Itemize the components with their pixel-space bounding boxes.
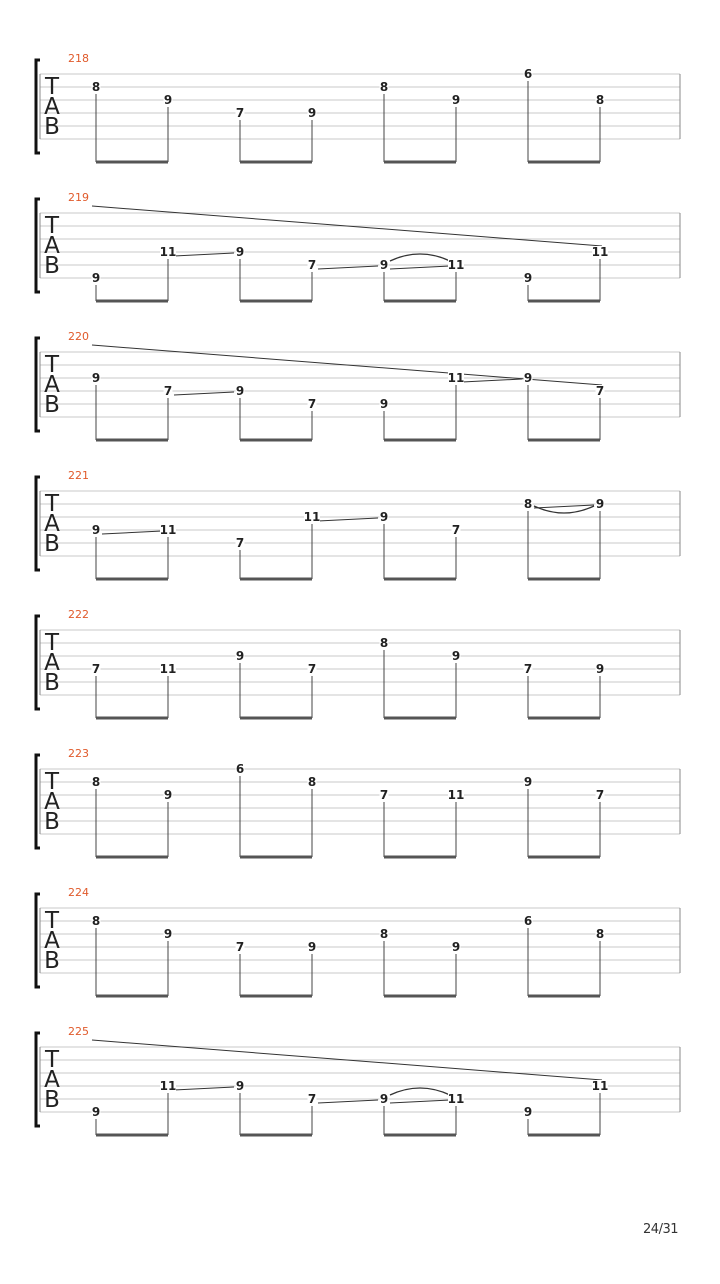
tab-clef-letter: B <box>44 114 60 140</box>
measure-number: 220 <box>68 330 89 343</box>
slide-line <box>318 1100 378 1103</box>
fret-number: 9 <box>379 510 389 524</box>
system-bracket <box>36 894 40 987</box>
fret-number: 8 <box>379 636 389 650</box>
fret-number: 8 <box>595 927 605 941</box>
fret-number: 9 <box>91 271 101 285</box>
fret-number: 9 <box>451 93 461 107</box>
measure-number: 224 <box>68 886 89 899</box>
fret-number: 7 <box>595 384 605 398</box>
fret-number: 9 <box>595 662 605 676</box>
fret-number: 9 <box>523 371 533 385</box>
fret-number: 7 <box>523 662 533 676</box>
fret-number: 9 <box>91 523 101 537</box>
measure-number: 219 <box>68 191 89 204</box>
fret-number: 9 <box>307 106 317 120</box>
system-bracket <box>36 616 40 709</box>
tab-clef-letter: B <box>44 253 60 279</box>
fret-number: 6 <box>523 67 533 81</box>
fret-number: 7 <box>595 788 605 802</box>
fret-number: 8 <box>91 80 101 94</box>
fret-number: 11 <box>447 788 465 802</box>
slide-line <box>174 392 234 395</box>
page-number: 24/31 <box>643 1222 678 1237</box>
tab-clef-letter: A <box>44 650 60 676</box>
slide-line <box>318 266 378 269</box>
tab-clef-letter: A <box>44 372 60 398</box>
slide-line <box>462 379 522 382</box>
fret-number: 11 <box>447 371 465 385</box>
fret-number: 11 <box>159 662 177 676</box>
tab-clef-letter: B <box>44 809 60 835</box>
fret-number: 7 <box>307 662 317 676</box>
fret-number: 9 <box>91 371 101 385</box>
measure-number: 223 <box>68 747 89 760</box>
fret-number: 9 <box>163 93 173 107</box>
tab-clef-letter: B <box>44 1087 60 1113</box>
tab-clef-letter: A <box>44 94 60 120</box>
fret-number: 7 <box>235 940 245 954</box>
fret-number: 9 <box>379 258 389 272</box>
measure-number: 218 <box>68 52 89 65</box>
tie-arc <box>390 254 450 261</box>
fret-number: 11 <box>591 1079 609 1093</box>
fret-number: 7 <box>451 523 461 537</box>
fret-number: 9 <box>451 940 461 954</box>
system-bracket <box>36 60 40 153</box>
fret-number: 8 <box>379 80 389 94</box>
fret-number: 8 <box>595 93 605 107</box>
measure-number: 222 <box>68 608 89 621</box>
measure-number: 221 <box>68 469 89 482</box>
fret-number: 11 <box>159 523 177 537</box>
fret-number: 8 <box>91 914 101 928</box>
tab-clef-letter: A <box>44 511 60 537</box>
tab-clef-letter: T <box>44 1047 60 1073</box>
fret-number: 7 <box>307 1092 317 1106</box>
fret-number: 9 <box>451 649 461 663</box>
fret-number: 8 <box>307 775 317 789</box>
system-bracket <box>36 338 40 431</box>
tab-clef-letter: A <box>44 1067 60 1093</box>
slide-line <box>534 505 594 508</box>
fret-number: 9 <box>523 775 533 789</box>
tab-clef-letter: A <box>44 928 60 954</box>
fret-number: 8 <box>91 775 101 789</box>
fret-number: 9 <box>235 1079 245 1093</box>
fret-number: 11 <box>447 1092 465 1106</box>
tab-clef-letter: B <box>44 392 60 418</box>
system-bracket <box>36 1033 40 1126</box>
fret-number: 7 <box>379 788 389 802</box>
fret-number: 9 <box>91 1105 101 1119</box>
measure-number: 225 <box>68 1025 89 1038</box>
tab-clef-letter: B <box>44 670 60 696</box>
fret-number: 6 <box>523 914 533 928</box>
slide-line <box>174 1087 234 1090</box>
fret-number: 11 <box>303 510 321 524</box>
tab-clef-letter: B <box>44 948 60 974</box>
fret-number: 8 <box>523 497 533 511</box>
slide-line <box>390 1100 450 1103</box>
fret-number: 9 <box>595 497 605 511</box>
fret-number: 9 <box>235 649 245 663</box>
fret-number: 11 <box>447 258 465 272</box>
fret-number: 7 <box>91 662 101 676</box>
fret-number: 9 <box>379 397 389 411</box>
fret-number: 7 <box>307 258 317 272</box>
fret-number: 9 <box>235 245 245 259</box>
fret-number: 9 <box>235 384 245 398</box>
tab-clef-letter: T <box>44 630 60 656</box>
tab-clef-letter: T <box>44 213 60 239</box>
fret-number: 9 <box>163 788 173 802</box>
fret-number: 9 <box>307 940 317 954</box>
slide-line <box>174 253 234 256</box>
tab-clef-letter: T <box>44 769 60 795</box>
tab-clef-letter: B <box>44 531 60 557</box>
tab-clef-letter: T <box>44 491 60 517</box>
fret-number: 9 <box>523 1105 533 1119</box>
fret-number: 11 <box>591 245 609 259</box>
fret-number: 9 <box>523 271 533 285</box>
system-bracket <box>36 755 40 848</box>
slide-line <box>318 518 378 521</box>
slide-line <box>390 266 450 269</box>
fret-number: 8 <box>379 927 389 941</box>
system-bracket <box>36 199 40 292</box>
fret-number: 6 <box>235 762 245 776</box>
tab-clef-letter: T <box>44 908 60 934</box>
slide-line <box>102 531 162 534</box>
fret-number: 7 <box>307 397 317 411</box>
tab-clef-letter: A <box>44 789 60 815</box>
fret-number: 7 <box>163 384 173 398</box>
tab-clef-letter: A <box>44 233 60 259</box>
fret-number: 9 <box>163 927 173 941</box>
fret-number: 11 <box>159 245 177 259</box>
fret-number: 11 <box>159 1079 177 1093</box>
system-bracket <box>36 477 40 570</box>
fret-number: 7 <box>235 536 245 550</box>
fret-number: 7 <box>235 106 245 120</box>
tab-clef-letter: T <box>44 352 60 378</box>
tab-clef-letter: T <box>44 74 60 100</box>
fret-number: 9 <box>379 1092 389 1106</box>
tie-arc <box>390 1088 450 1095</box>
